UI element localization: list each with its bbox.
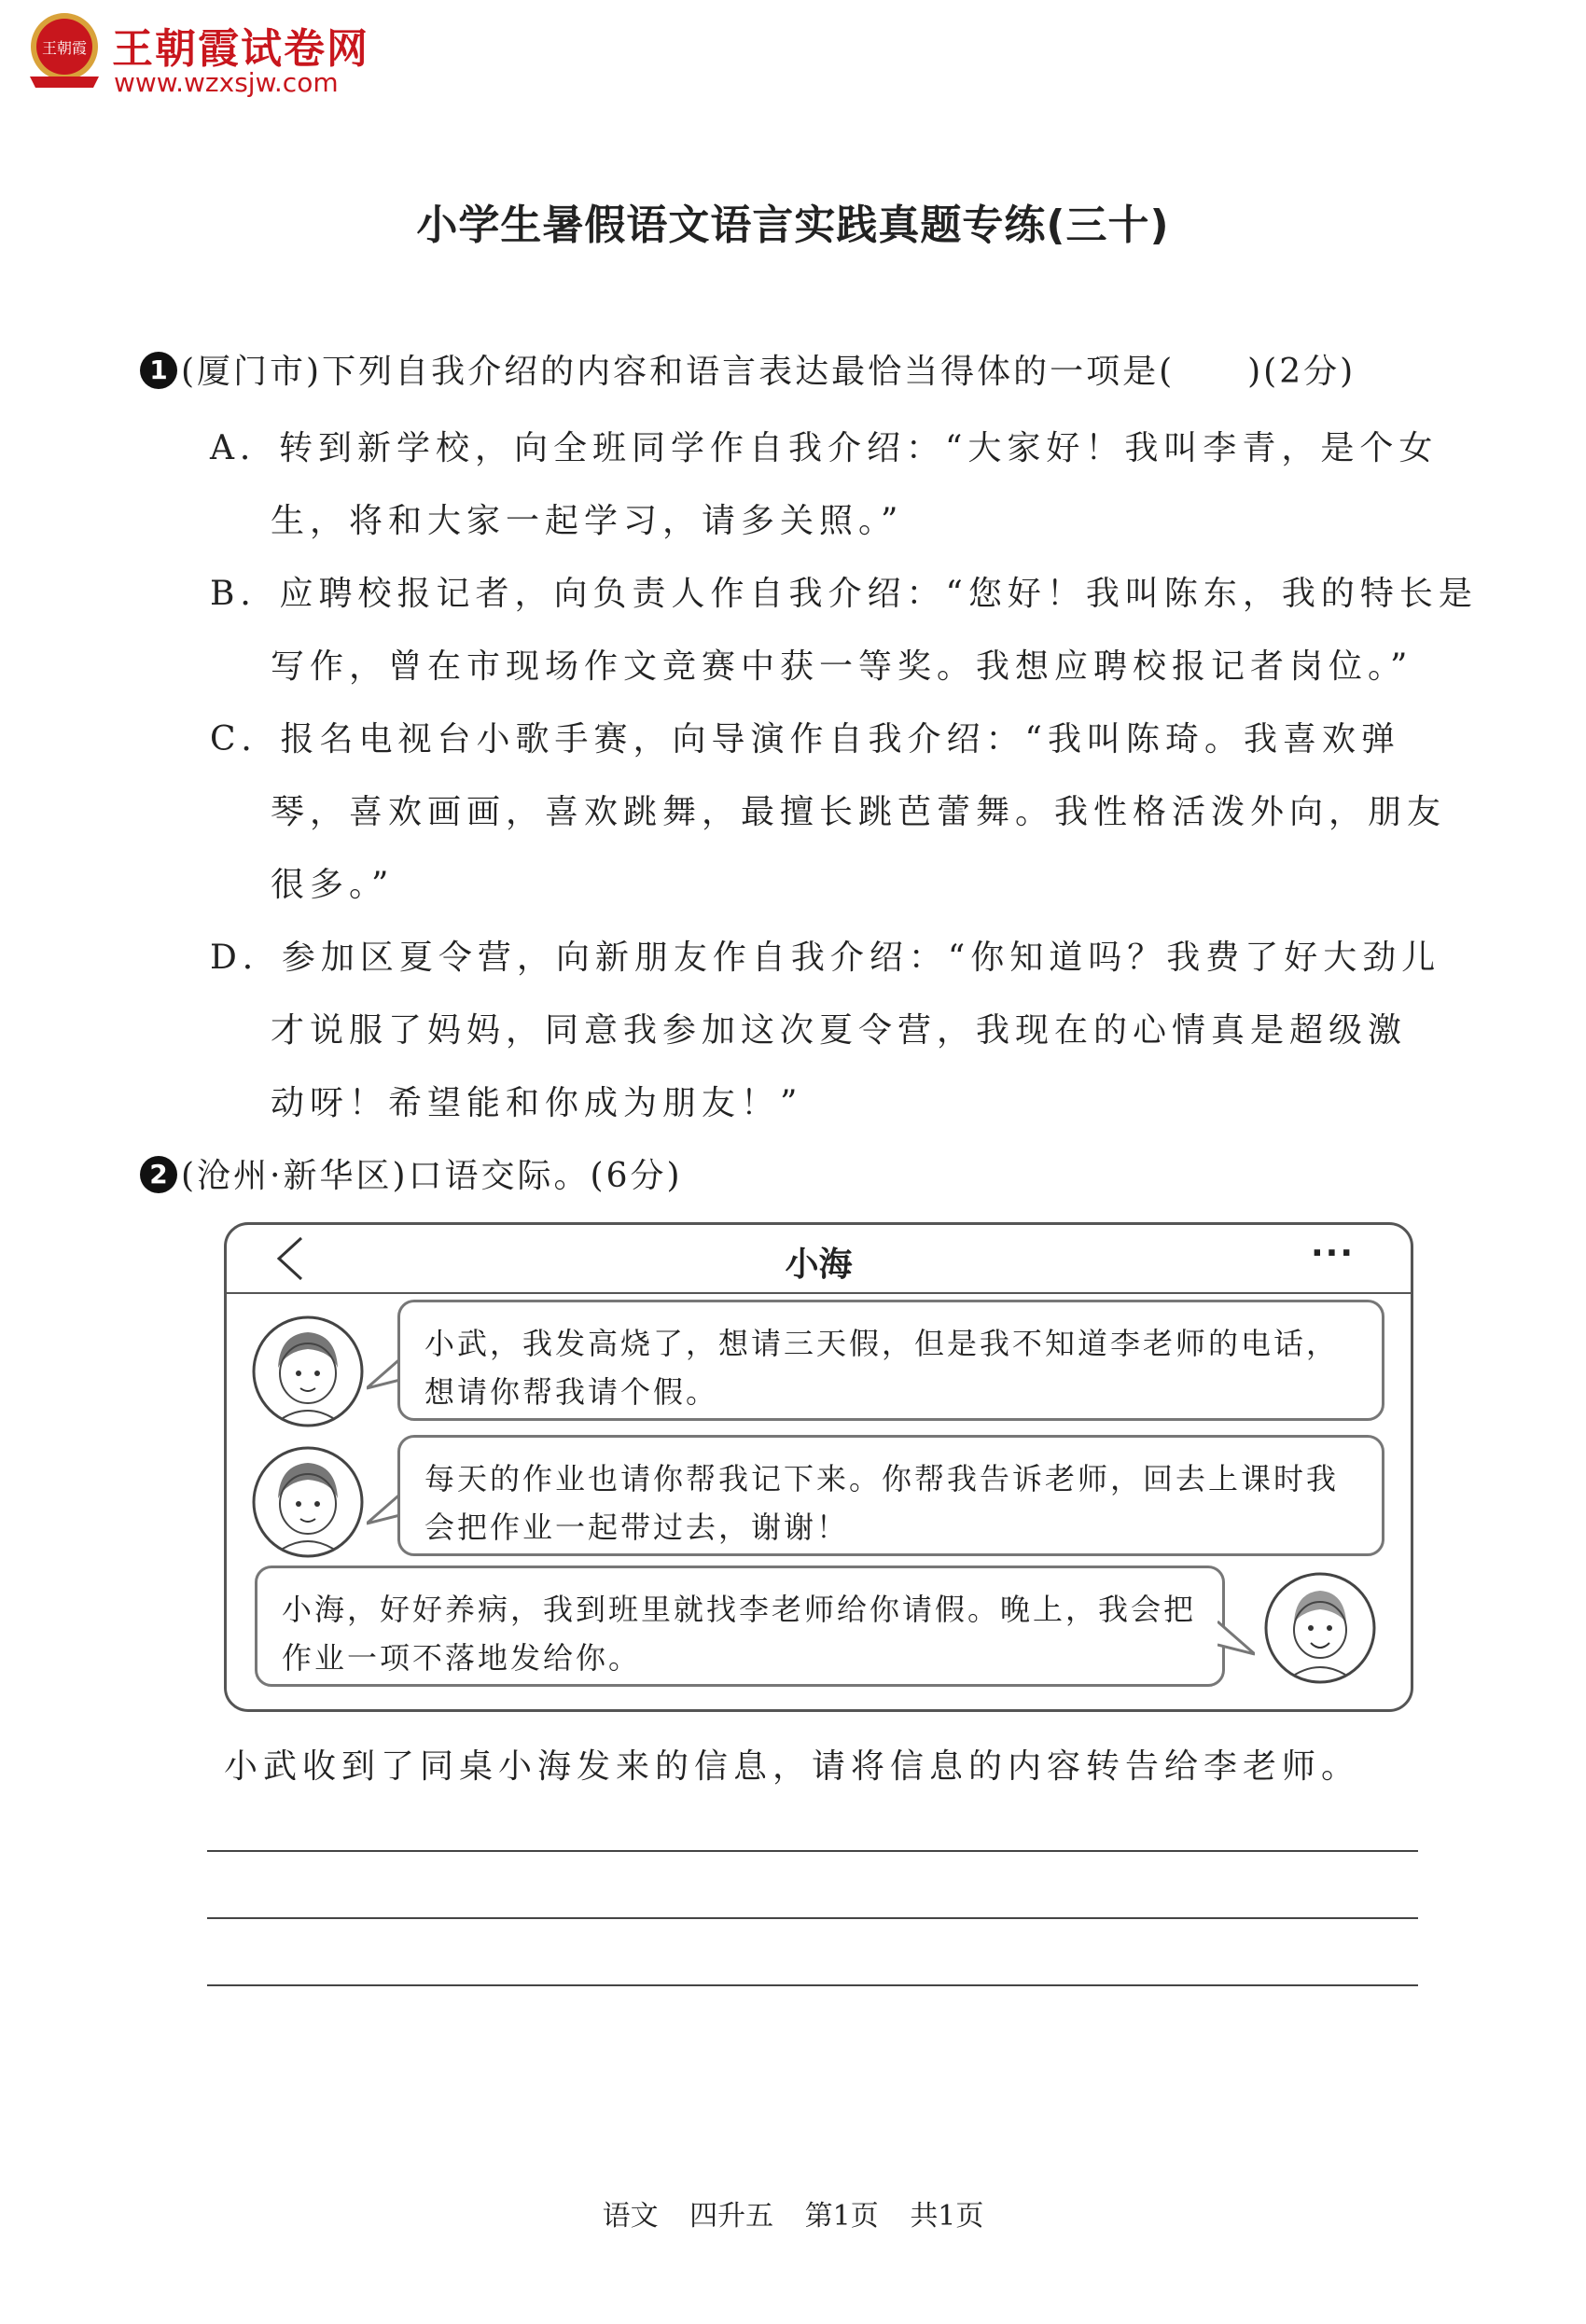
site-logo [26, 9, 399, 98]
answer-line-2[interactable] [207, 1917, 1418, 1919]
seal-icon [26, 9, 103, 93]
question-number-2: 2 [140, 1156, 177, 1193]
chat-message-1: 小武，我发高烧了，想请三天假，但是我不知道李老师的电话，想请你帮我请个假。 [397, 1300, 1384, 1421]
chat-message-3: 小海，好好养病，我到班里就找李老师给你请假。晚上，我会把作业一项不落地发给你。 [255, 1566, 1225, 1687]
chat-message-2: 每天的作业也请你帮我记下来。你帮我告诉老师，回去上课时我会把作业一起带过去，谢谢！ [397, 1435, 1384, 1556]
chat-window [224, 1222, 1413, 1712]
logo-title: 王朝霞试卷网 [112, 25, 369, 73]
option-d-line-2: 才说服了妈妈，同意我参加这次夏令营，我现在的心情真是超级激 [271, 1011, 1408, 1050]
avatar-xiaowu [1262, 1570, 1379, 1687]
question-1-text: (厦门市)下列自我介绍的内容和语言表达最恰当得体的一项是( )(2分) [181, 353, 1356, 391]
option-c-line-3: 很多。” [271, 866, 395, 904]
option-a-line-1: A．转到新学校，向全班同学作自我介绍：“大家好！我叫李青，是个女 [210, 429, 1439, 467]
logo-url: www.wzxsjw.com [114, 67, 339, 98]
footer-subject: 语文 [602, 2200, 659, 2233]
svg-text:王朝霞: 王朝霞 [41, 39, 88, 57]
avatar-xiaohai [250, 1314, 367, 1430]
chat-title: 小海 [785, 1245, 853, 1284]
option-a-line-2: 生，将和大家一起学习，请多关照。” [271, 502, 904, 540]
page-footer [0, 2192, 1586, 2234]
option-c-line-2: 琴，喜欢画画，喜欢跳舞，最擅长跳芭蕾舞。我性格活泼外向，朋友 [271, 793, 1447, 831]
avatar-xiaohai [250, 1444, 367, 1561]
option-c-line-1: C．报名电视台小歌手赛，向导演作自我介绍：“我叫陈琦。我喜欢弹 [210, 720, 1400, 758]
question-2-stem [140, 1149, 683, 1197]
chat-header [227, 1225, 1411, 1294]
answer-line-1[interactable] [207, 1850, 1418, 1852]
question-1-stem [140, 345, 1356, 393]
question-2-instruction: 小武收到了同桌小海发来的信息，请将信息的内容转告给李老师。 [224, 1747, 1361, 1786]
question-number-1: 1 [140, 352, 177, 389]
footer-page: 第1页 [804, 2200, 879, 2233]
answer-line-3[interactable] [207, 1984, 1418, 1986]
option-d-line-1: D．参加区夏令营，向新朋友作自我介绍：“你知道吗？我费了好大劲儿 [210, 939, 1441, 977]
bubble-tail [1217, 1617, 1255, 1663]
footer-grade: 四升五 [689, 2200, 774, 2233]
option-d-line-3: 动呀！希望能和你成为朋友！” [271, 1084, 803, 1122]
option-b-line-1: B．应聘校报记者，向负责人作自我介绍：“您好！我叫陈东，我的特长是 [210, 575, 1478, 613]
question-2-text: (沧州·新华区)口语交际。(6分) [181, 1157, 683, 1195]
page-title: 小学生暑假语文语言实践真题专练(三十) [416, 202, 1170, 249]
option-b-line-2: 写作，曾在市现场作文竞赛中获一等奖。我想应聘校报记者岗位。” [271, 647, 1413, 686]
footer-total: 共1页 [910, 2200, 984, 2233]
more-icon: ··· [1310, 1234, 1355, 1273]
